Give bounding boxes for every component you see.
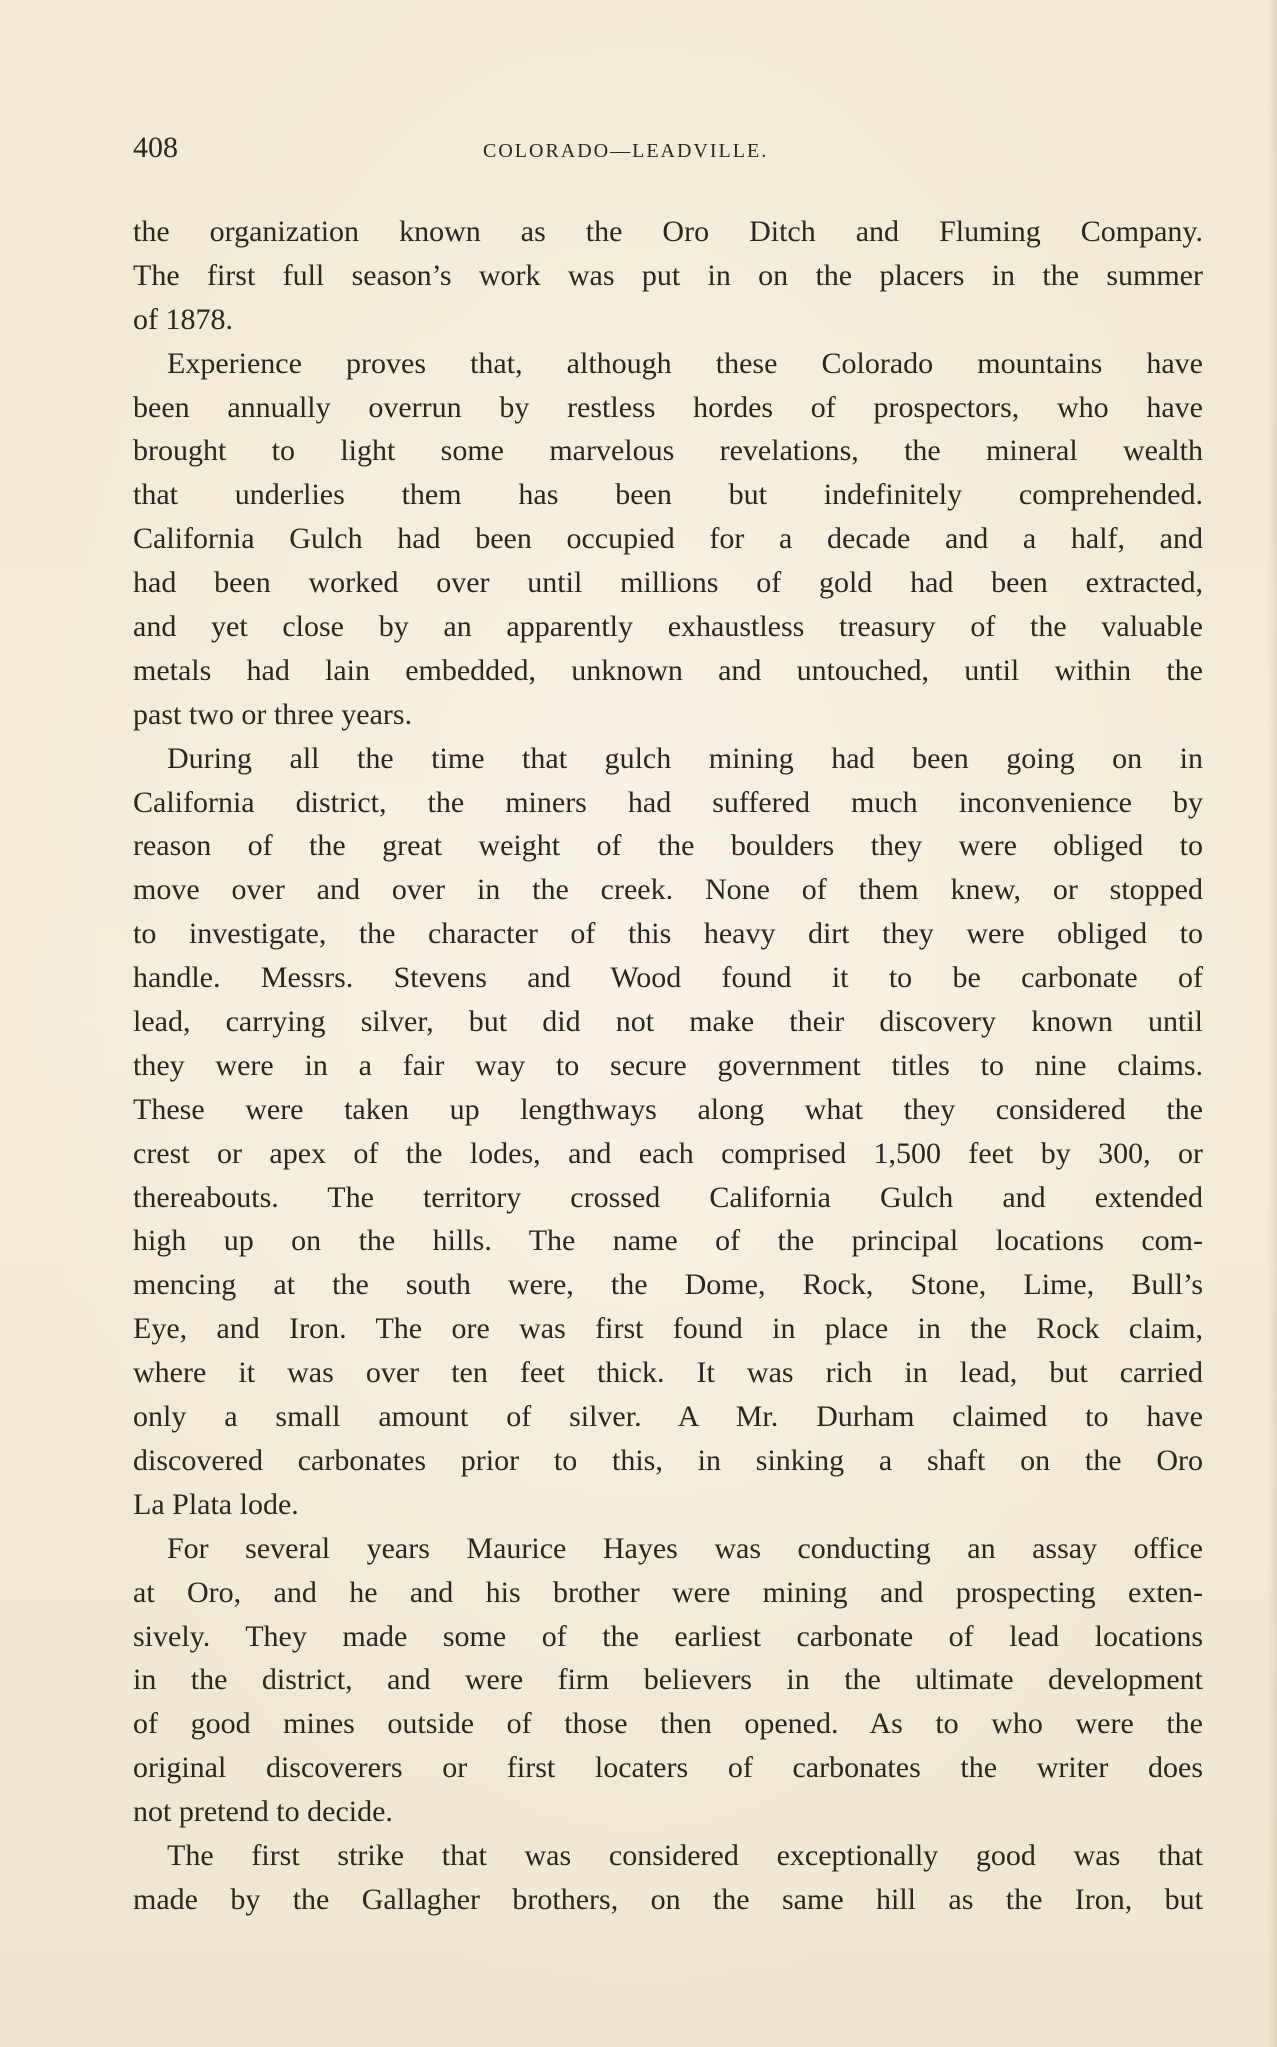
text-line: The first strike that was considered exceptionally good was that	[167, 1838, 1203, 1872]
text-line: to investigate, the character of this heavy dirt they were obliged to	[133, 917, 1203, 951]
text-line: made by the Gallagher brothers, on the same hill as the Iron, but	[133, 1882, 1203, 1916]
text-line: at Oro, and he and his brother were mining and prospecting exten-	[133, 1575, 1203, 1609]
text-line: California Gulch had been occupied for a decade and a half, and	[133, 522, 1203, 556]
text-line: had been worked over until millions of gold had been extracted,	[133, 566, 1203, 600]
text-line: move over and over in the creek. None of them knew, or stopped	[133, 873, 1203, 907]
text-line: of good mines outside of those then opened. As to who were the	[133, 1707, 1203, 1741]
running-head	[133, 120, 1203, 170]
page-edge-shadow	[1267, 0, 1277, 2047]
page-number: 408	[133, 131, 178, 164]
text-line: La Plata lode.	[133, 1487, 299, 1521]
text-line: These were taken up lengthways along what they considered the	[133, 1092, 1203, 1126]
text-line: sively. They made some of the earliest carbonate of lead locations	[133, 1619, 1203, 1653]
body-text	[133, 210, 1203, 1922]
text-line: been annually overrun by restless hordes of prospectors, who have	[133, 390, 1203, 424]
text-line: metals had lain embedded, unknown and untouched, until within the	[133, 653, 1203, 687]
text-line: crest or apex of the lodes, and each comprised 1,500 feet by 300, or	[133, 1136, 1203, 1170]
text-line: the organization known as the Oro Ditch and Fluming Company.	[133, 215, 1203, 248]
text-line: past two or three years.	[133, 697, 413, 731]
text-line: Eye, and Iron. The ore was first found in place in the Rock claim,	[133, 1312, 1203, 1346]
text-line: only a small amount of silver. A Mr. Durham claimed to have	[133, 1400, 1203, 1434]
text-line: California district, the miners had suffered much inconvenience by	[133, 785, 1203, 819]
text-line: and yet close by an apparently exhaustless treasury of the valuable	[133, 610, 1203, 644]
text-line: in the district, and were firm believers in the ultimate development	[133, 1663, 1203, 1697]
text-line: brought to light some marvelous revelations, the mineral wealth	[133, 434, 1203, 468]
text-line: of 1878.	[133, 302, 233, 336]
text-line: For several years Maurice Hayes was conducting an assay office	[167, 1531, 1203, 1565]
text-line: handle. Messrs. Stevens and Wood found it to be carbonate of	[133, 961, 1203, 995]
text-line: where it was over ten feet thick. It was rich in lead, but carried	[133, 1356, 1203, 1390]
text-line: that underlies them has been but indefinitely comprehended.	[133, 478, 1203, 512]
running-title: COLORADO—LEADVILLE.	[483, 140, 769, 162]
text-line: original discoverers or first locaters of carbonates the writer does	[133, 1751, 1203, 1785]
text-line: lead, carrying silver, but did not make their discovery known until	[133, 1005, 1203, 1039]
text-line: Experience proves that, although these Colorado mountains have	[167, 346, 1203, 380]
text-line: mencing at the south were, the Dome, Rock, Stone, Lime, Bull’s	[133, 1268, 1203, 1302]
text-line: not pretend to decide.	[133, 1795, 393, 1829]
text-line: The first full season’s work was put in on the placers in the summer	[133, 258, 1203, 292]
text-line: reason of the great weight of the boulders they were obliged to	[133, 829, 1203, 863]
text-line: high up on the hills. The name of the principal locations com-	[133, 1224, 1203, 1258]
text-line: they were in a fair way to secure government titles to nine claims.	[133, 1048, 1203, 1082]
text-line: During all the time that gulch mining had been going on in	[167, 741, 1203, 775]
text-line: thereabouts. The territory crossed California Gulch and extended	[133, 1180, 1203, 1214]
text-line: discovered carbonates prior to this, in sinking a shaft on the Oro	[133, 1443, 1203, 1477]
